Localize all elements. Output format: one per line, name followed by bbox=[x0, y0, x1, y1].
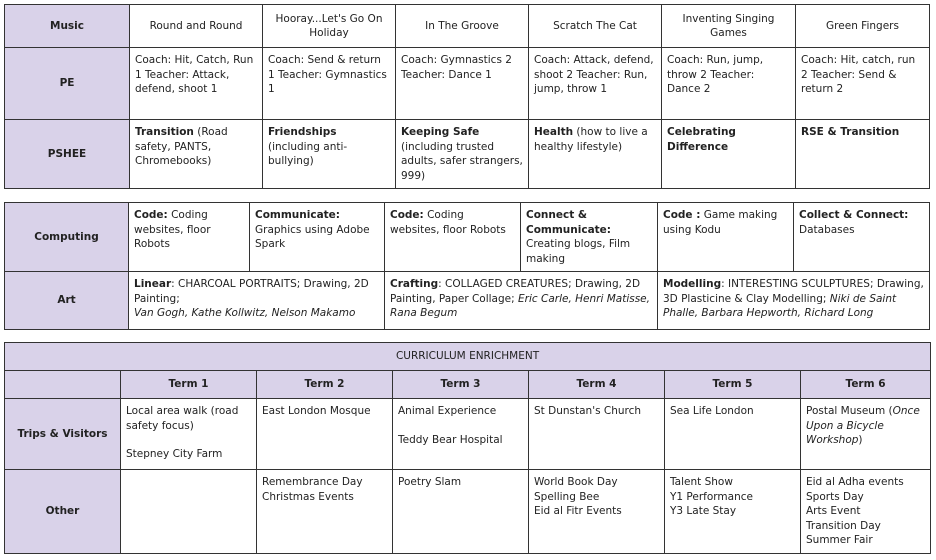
computing-detail: Databases bbox=[799, 223, 855, 236]
term-header: Term 6 bbox=[801, 371, 931, 399]
other-item: Poetry Slam bbox=[398, 476, 462, 488]
other-item: Transition Day bbox=[806, 519, 881, 532]
computing-detail: Creating blogs, Film making bbox=[526, 238, 631, 265]
pshee-cell bbox=[796, 120, 930, 189]
other-item: Summer Fair bbox=[806, 534, 873, 546]
computing-strand: Collect & Connect: bbox=[799, 209, 909, 221]
computing-strand: Code: bbox=[134, 209, 168, 221]
computing-detail: Coding websites, floor Robots bbox=[390, 209, 506, 236]
art-artists: Van Gogh, Kathe Kollwitz, Nelson Makamo bbox=[134, 307, 356, 319]
pe-cell: Coach: Run, jump, throw 2 Teacher: Dance 2 bbox=[662, 48, 796, 120]
music-cell: Hooray...Let's Go On Holiday bbox=[263, 5, 396, 48]
other-cell bbox=[393, 470, 529, 554]
trips-cell bbox=[665, 399, 801, 470]
art-detail: : COLLAGED CREATURES; Drawing, 2D Painting, Paper Collage; bbox=[390, 278, 641, 305]
enrichment-title: CURRICULUM ENRICHMENT bbox=[5, 343, 931, 371]
pe-cell: Coach: Hit, Catch, Run 1 Teacher: Attack, defend, shoot 1 bbox=[130, 48, 263, 120]
term-header: Term 2 bbox=[257, 371, 393, 399]
computing-detail: Game making using Kodu bbox=[663, 209, 778, 236]
other-cell bbox=[665, 470, 801, 554]
pshee-topic: RSE & Transition bbox=[801, 126, 900, 138]
music-row bbox=[5, 5, 930, 48]
enrichment-table bbox=[4, 342, 931, 554]
trips-item-end: ) bbox=[858, 434, 863, 446]
art-strand: Linear bbox=[134, 278, 172, 290]
music-cell: In The Groove bbox=[396, 5, 529, 48]
computing-strand: Communicate: bbox=[255, 209, 340, 221]
term-header-blank bbox=[5, 371, 121, 399]
other-item: Talent Show bbox=[670, 476, 733, 488]
art-artists: Niki de Saint Phalle, Barbara Hepworth, Richard Long bbox=[663, 292, 897, 319]
computing-cell bbox=[658, 203, 794, 272]
other-item: Sports Day bbox=[806, 490, 864, 503]
term-header: Term 1 bbox=[121, 371, 257, 399]
trips-cell bbox=[257, 399, 393, 470]
art-strand: Modelling bbox=[663, 278, 722, 290]
pshee-topic: Friendships bbox=[268, 126, 337, 138]
trips-item: Sea Life London bbox=[670, 405, 754, 417]
trips-item-italic: Once Upon a Bicycle Workshop bbox=[806, 405, 920, 446]
row-label-music: Music bbox=[5, 5, 130, 48]
trips-item: Postal Museum ( bbox=[806, 405, 893, 417]
computing-cell bbox=[794, 203, 930, 272]
art-detail: : INTERESTING SCULPTURES; Drawing, 3D Plasticine & Clay Modelling; bbox=[663, 278, 924, 305]
subjects-table bbox=[4, 4, 930, 189]
art-cell bbox=[129, 272, 385, 330]
row-label-other: Other bbox=[5, 470, 121, 554]
computing-cell bbox=[129, 203, 250, 272]
trips-item: East London Mosque bbox=[262, 405, 371, 417]
trips-item: Local area walk (road safety focus) bbox=[126, 405, 239, 432]
computing-strand: Connect & Communicate: bbox=[526, 209, 611, 236]
other-item: Eid al Fitr Events bbox=[534, 505, 622, 517]
art-artists: Eric Carle, Henri Matisse, Rana Begum bbox=[390, 292, 650, 319]
music-cell: Scratch The Cat bbox=[529, 5, 662, 48]
pshee-topic: Keeping Safe bbox=[401, 126, 480, 138]
other-item: Arts Event bbox=[806, 505, 861, 517]
trips-item: Teddy Bear Hospital bbox=[398, 433, 503, 446]
computing-cell bbox=[250, 203, 385, 272]
other-item: Y1 Performance bbox=[670, 490, 753, 503]
other-cell bbox=[529, 470, 665, 554]
other-cell bbox=[801, 470, 931, 554]
pshee-cell bbox=[263, 120, 396, 189]
computing-art-table bbox=[4, 202, 930, 330]
art-strand: Crafting bbox=[390, 278, 439, 290]
art-detail: : CHARCOAL PORTRAITS; Drawing, 2D Painting; bbox=[134, 278, 369, 305]
other-item: Y3 Late Stay bbox=[670, 505, 737, 517]
other-item: Spelling Bee bbox=[534, 490, 600, 503]
pshee-detail: (including anti-bullying) bbox=[268, 140, 348, 167]
term-header: Term 5 bbox=[665, 371, 801, 399]
term-header-row bbox=[5, 371, 931, 399]
computing-strand: Code: bbox=[390, 209, 424, 221]
computing-strand: Code : bbox=[663, 209, 701, 221]
row-label-computing: Computing bbox=[5, 203, 129, 272]
computing-cell bbox=[521, 203, 658, 272]
pshee-topic: Transition bbox=[135, 126, 194, 138]
other-item: Eid al Adha events bbox=[806, 476, 904, 488]
other-item: Christmas Events bbox=[262, 490, 354, 503]
row-label-trips: Trips & Visitors bbox=[5, 399, 121, 470]
other-cell bbox=[121, 470, 257, 554]
pe-row bbox=[5, 48, 930, 120]
pshee-row bbox=[5, 120, 930, 189]
trips-row bbox=[5, 399, 931, 470]
computing-detail: Coding websites, floor Robots bbox=[134, 209, 211, 250]
pshee-detail: (how to live a healthy lifestyle) bbox=[534, 126, 648, 153]
trips-item: Animal Experience bbox=[398, 405, 497, 417]
pe-cell: Coach: Gymnastics 2 Teacher: Dance 1 bbox=[396, 48, 529, 120]
pshee-detail: (Road safety, PANTS, Chromebooks) bbox=[135, 126, 228, 167]
trips-cell bbox=[121, 399, 257, 470]
term-header: Term 3 bbox=[393, 371, 529, 399]
trips-cell bbox=[529, 399, 665, 470]
art-cell bbox=[658, 272, 930, 330]
pshee-cell bbox=[529, 120, 662, 189]
music-cell: Round and Round bbox=[130, 5, 263, 48]
art-row bbox=[5, 272, 930, 330]
pe-cell: Coach: Send & return 1 Teacher: Gymnastics 1 bbox=[263, 48, 396, 120]
pshee-cell bbox=[130, 120, 263, 189]
other-item: Remembrance Day bbox=[262, 476, 363, 488]
other-row bbox=[5, 470, 931, 554]
row-label-art: Art bbox=[5, 272, 129, 330]
computing-detail: Graphics using Adobe Spark bbox=[255, 223, 370, 250]
art-cell bbox=[385, 272, 658, 330]
enrichment-title-row bbox=[5, 343, 931, 371]
pshee-topic: Health bbox=[534, 126, 574, 138]
trips-cell bbox=[393, 399, 529, 470]
row-label-pe: PE bbox=[5, 48, 130, 120]
pe-cell: Coach: Hit, catch, run 2 Teacher: Send & return 2 bbox=[796, 48, 930, 120]
music-cell: Inventing Singing Games bbox=[662, 5, 796, 48]
term-header: Term 4 bbox=[529, 371, 665, 399]
other-item: World Book Day bbox=[534, 476, 618, 488]
pshee-detail: (including trusted adults, safer strangers, 999) bbox=[401, 140, 523, 182]
pe-cell: Coach: Attack, defend, shoot 2 Teacher: Run, jump, throw 1 bbox=[529, 48, 662, 120]
pshee-topic: Celebrating Difference bbox=[667, 126, 736, 153]
row-label-pshee: PSHEE bbox=[5, 120, 130, 189]
trips-item: St Dunstan's Church bbox=[534, 405, 642, 417]
music-cell: Green Fingers bbox=[796, 5, 930, 48]
trips-item: Stepney City Farm bbox=[126, 448, 223, 460]
pshee-cell bbox=[396, 120, 529, 189]
pshee-cell bbox=[662, 120, 796, 189]
trips-cell bbox=[801, 399, 931, 470]
computing-row bbox=[5, 203, 930, 272]
computing-cell bbox=[385, 203, 521, 272]
other-cell bbox=[257, 470, 393, 554]
